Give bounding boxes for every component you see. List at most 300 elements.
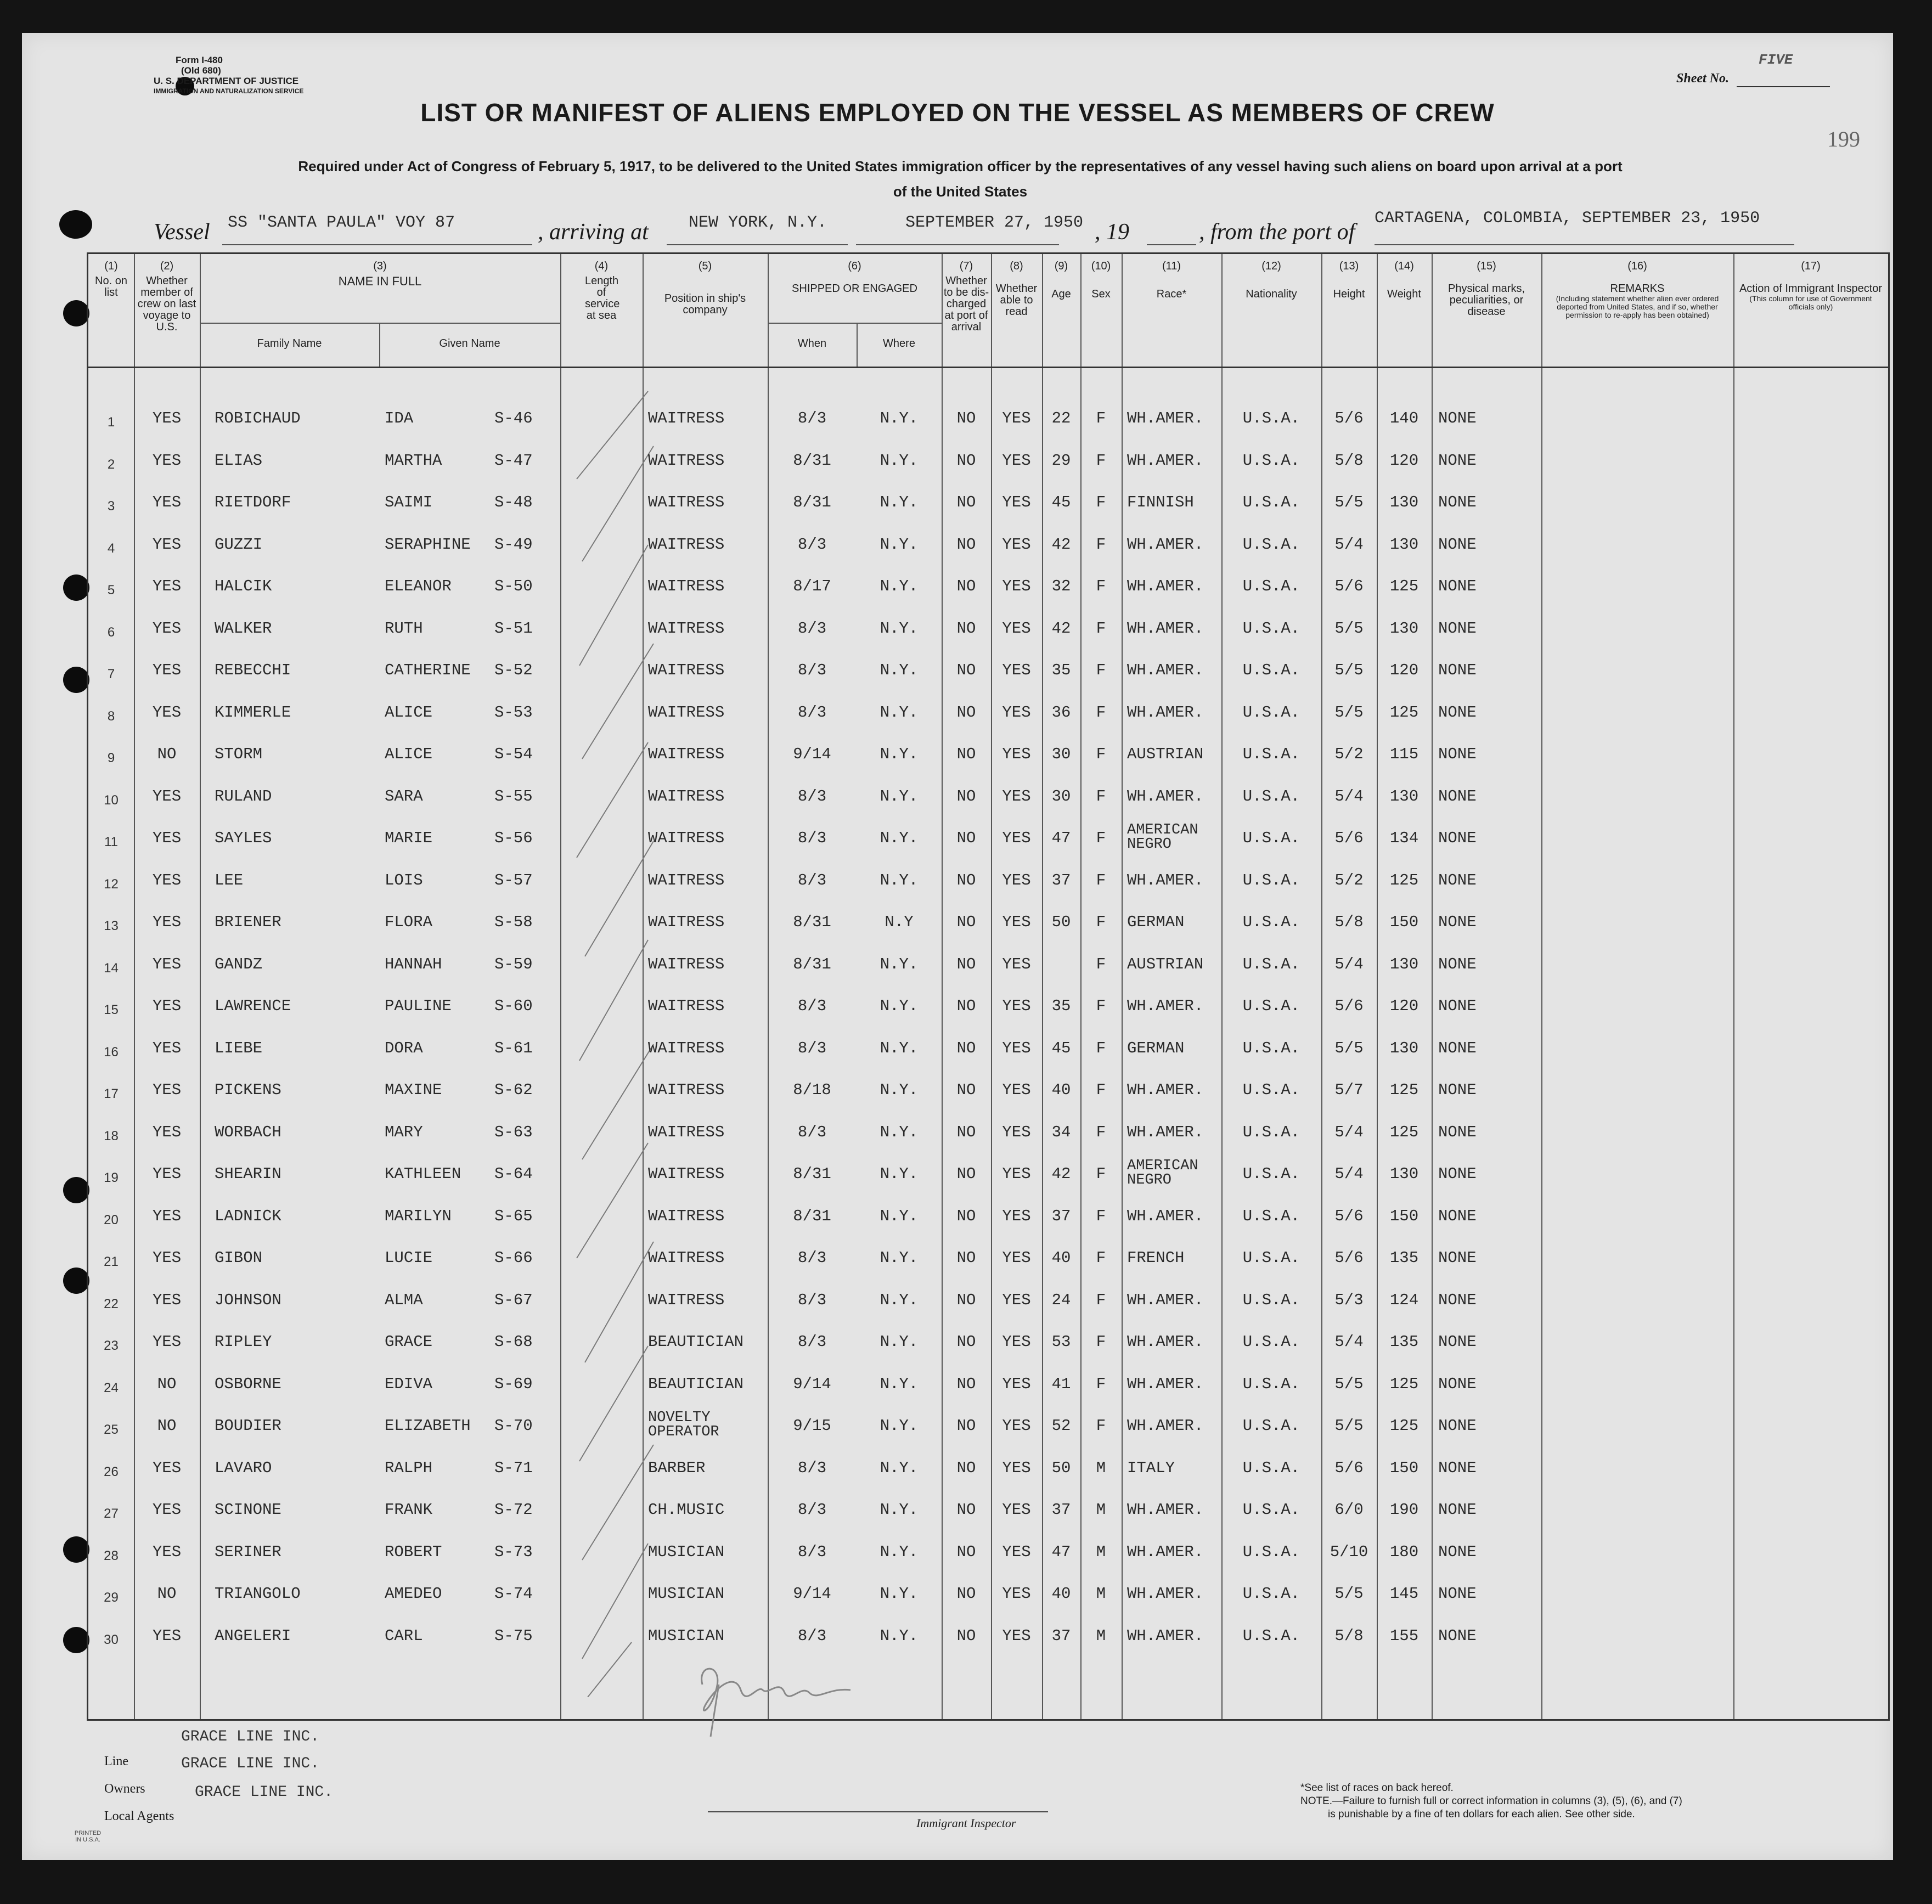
- weight: 130: [1389, 619, 1419, 638]
- given-name: ALMA: [385, 1291, 423, 1309]
- row-number: 4: [107, 540, 115, 556]
- family-name: STORM: [215, 745, 263, 763]
- able-to-read: YES: [1002, 1458, 1031, 1477]
- row-number: 3: [107, 499, 115, 514]
- height: 5/4: [1334, 1123, 1364, 1141]
- given-name: SAIMI: [385, 493, 433, 511]
- race: WH.AMER.: [1127, 409, 1204, 427]
- position: WAITRESS: [648, 1249, 725, 1267]
- shipped-when: 8/3: [797, 871, 827, 889]
- weight: 155: [1389, 1626, 1419, 1645]
- col-header-physical-marks: (15) Physical marks, peculiarities, or disease: [1447, 260, 1525, 318]
- previous-voyage: NO: [157, 1417, 177, 1435]
- shipped-when: 8/3: [797, 1123, 827, 1141]
- crew-code: S-61: [494, 1039, 533, 1057]
- height: 5/6: [1334, 997, 1364, 1015]
- height: 5/5: [1334, 619, 1364, 638]
- physical-marks: NONE: [1438, 1165, 1477, 1183]
- agents-value: GRACE LINE INC.: [195, 1784, 334, 1801]
- shipped-where: N.Y.: [880, 1375, 919, 1393]
- sex: F: [1096, 451, 1106, 470]
- position: CH.MUSIC: [648, 1501, 725, 1519]
- age: 29: [1051, 451, 1071, 470]
- crew-code: S-60: [494, 997, 533, 1015]
- position: WAITRESS: [648, 1207, 725, 1225]
- position: WAITRESS: [648, 703, 725, 722]
- sex: F: [1096, 1417, 1106, 1435]
- arriving-port: NEW YORK, N.Y.: [689, 213, 827, 232]
- given-name: LUCIE: [385, 1249, 433, 1267]
- weight: 125: [1389, 703, 1419, 722]
- col-header-where: Where: [883, 337, 915, 350]
- able-to-read: YES: [1002, 745, 1031, 763]
- col-header-inspector-action: (17) Action of Immigrant Inspector (This column for use of Government officials only): [1739, 260, 1883, 311]
- nationality: U.S.A.: [1242, 661, 1300, 679]
- height: 6/0: [1334, 1501, 1364, 1519]
- previous-voyage: YES: [152, 871, 182, 889]
- shipped-when: 8/3: [797, 1501, 827, 1519]
- note-penalty-1: NOTE.—Failure to furnish full or correct information in columns (3), (5), (6), and (7): [1300, 1795, 1682, 1807]
- sex: F: [1096, 703, 1106, 722]
- age: 22: [1051, 409, 1071, 427]
- shipped-when: 9/14: [793, 745, 831, 763]
- given-name: PAULINE: [385, 997, 452, 1015]
- previous-voyage: YES: [152, 1249, 182, 1267]
- previous-voyage: YES: [152, 577, 182, 595]
- nationality: U.S.A.: [1242, 745, 1300, 763]
- able-to-read: YES: [1002, 1542, 1031, 1561]
- race: WH.AMER.: [1127, 619, 1204, 638]
- age: 34: [1051, 1123, 1071, 1141]
- shipped-when: 8/17: [793, 577, 831, 595]
- previous-voyage: NO: [157, 1375, 177, 1393]
- given-name: DORA: [385, 1039, 423, 1057]
- age: 50: [1051, 913, 1071, 931]
- height: 5/7: [1334, 1081, 1364, 1099]
- given-name: CARL: [385, 1626, 423, 1645]
- table-row: [88, 566, 1888, 607]
- row-number: 11: [104, 835, 118, 849]
- weight: 120: [1389, 661, 1419, 679]
- race: WH.AMER.: [1127, 535, 1204, 554]
- shipped-when: 8/3: [797, 409, 827, 427]
- shipped-when: 8/18: [793, 1081, 831, 1099]
- discharged: NO: [956, 1626, 976, 1645]
- sex: F: [1096, 577, 1106, 595]
- shipped-when: 8/3: [797, 1291, 827, 1309]
- given-name: ELIZABETH: [385, 1417, 471, 1435]
- height: 5/10: [1330, 1542, 1368, 1561]
- sex: F: [1096, 1165, 1106, 1183]
- line-label: Line: [104, 1754, 128, 1768]
- shipped-where: N.Y.: [880, 997, 919, 1015]
- shipped-when: 8/3: [797, 703, 827, 722]
- shipped-when: 9/15: [793, 1417, 831, 1435]
- shipped-when: 9/14: [793, 1375, 831, 1393]
- given-name: FRANK: [385, 1501, 433, 1519]
- crew-code: S-65: [494, 1207, 533, 1225]
- crew-code: S-46: [494, 409, 533, 427]
- shipped-when: 8/3: [797, 829, 827, 847]
- weight: 130: [1389, 535, 1419, 554]
- discharged: NO: [956, 787, 976, 805]
- discharged: NO: [956, 451, 976, 470]
- row-number: 22: [104, 1296, 119, 1311]
- nationality: U.S.A.: [1242, 451, 1300, 470]
- previous-voyage: YES: [152, 1542, 182, 1561]
- height: 5/4: [1334, 535, 1364, 554]
- col-header-position: (5) Position in ship's company: [664, 260, 746, 316]
- able-to-read: YES: [1002, 787, 1031, 805]
- shipped-where: N.Y.: [880, 1039, 919, 1057]
- given-name: HANNAH: [385, 955, 442, 973]
- shipped-when: 8/3: [797, 1333, 827, 1351]
- nationality: U.S.A.: [1242, 787, 1300, 805]
- physical-marks: NONE: [1438, 1585, 1477, 1603]
- family-name: RIPLEY: [215, 1333, 272, 1351]
- discharged: NO: [956, 1165, 976, 1183]
- weight: 125: [1389, 577, 1419, 595]
- height: 5/6: [1334, 1249, 1364, 1267]
- family-name: OSBORNE: [215, 1375, 281, 1393]
- nationality: U.S.A.: [1242, 1417, 1300, 1435]
- weight: 130: [1389, 1039, 1419, 1057]
- position: WAITRESS: [648, 493, 725, 511]
- table-row: [88, 1321, 1888, 1363]
- shipped-when: 8/3: [797, 661, 827, 679]
- given-name: ROBERT: [385, 1542, 442, 1561]
- previous-voyage: YES: [152, 787, 182, 805]
- nationality: U.S.A.: [1242, 619, 1300, 638]
- sex: F: [1096, 661, 1106, 679]
- col-header-weight: (14) Weight: [1387, 260, 1421, 300]
- table-row: [88, 608, 1888, 650]
- table-row: [88, 1237, 1888, 1279]
- col-header-previous-voyage: (2) Whether member of crew on last voyage to U.S.: [137, 260, 196, 333]
- given-name: MARIE: [385, 829, 433, 847]
- given-name: SERAPHINE: [385, 535, 471, 554]
- vessel-line: [154, 211, 1800, 250]
- shipped-where: N.Y.: [880, 619, 919, 638]
- sex: F: [1096, 1207, 1106, 1225]
- crew-code: S-53: [494, 703, 533, 722]
- discharged: NO: [956, 955, 976, 973]
- sex: F: [1096, 1123, 1106, 1141]
- previous-voyage: YES: [152, 1501, 182, 1519]
- table-row: [88, 440, 1888, 482]
- row-number: 29: [104, 1590, 119, 1605]
- row-number: 28: [104, 1548, 119, 1563]
- family-name: KIMMERLE: [215, 703, 291, 722]
- arriving-label: , arriving at: [538, 219, 649, 245]
- previous-voyage: NO: [157, 1585, 177, 1603]
- shipped-when: 8/3: [797, 1542, 827, 1561]
- discharged: NO: [956, 1081, 976, 1099]
- from-label: , from the port of: [1199, 219, 1355, 245]
- crew-code: S-48: [494, 493, 533, 511]
- row-number: 5: [107, 583, 115, 598]
- family-name: RIETDORF: [215, 493, 291, 511]
- nationality: U.S.A.: [1242, 1458, 1300, 1477]
- physical-marks: NONE: [1438, 1375, 1477, 1393]
- weight: 190: [1389, 1501, 1419, 1519]
- sex: F: [1096, 409, 1106, 427]
- row-number: 7: [107, 667, 115, 681]
- given-name: LOIS: [385, 871, 423, 889]
- family-name: SCINONE: [215, 1501, 281, 1519]
- arrival-date: SEPTEMBER 27, 1950: [905, 213, 1084, 232]
- nationality: U.S.A.: [1242, 871, 1300, 889]
- crew-code: S-54: [494, 745, 533, 763]
- shipped-where: N.Y.: [880, 493, 919, 511]
- physical-marks: NONE: [1438, 1333, 1477, 1351]
- row-number: 14: [104, 960, 119, 976]
- able-to-read: YES: [1002, 1585, 1031, 1603]
- shipped-when: 8/3: [797, 1249, 827, 1267]
- table-row: [88, 1112, 1888, 1153]
- age: 37: [1051, 1626, 1071, 1645]
- previous-voyage: YES: [152, 661, 182, 679]
- nationality: U.S.A.: [1242, 1207, 1300, 1225]
- family-name: SERINER: [215, 1542, 281, 1561]
- table-row: [88, 1153, 1888, 1195]
- table-row: [88, 1489, 1888, 1531]
- col-header-sex: (10) Sex: [1091, 260, 1111, 300]
- crew-code: S-69: [494, 1375, 533, 1393]
- able-to-read: YES: [1002, 619, 1031, 638]
- race: WH.AMER.: [1127, 1626, 1204, 1645]
- nationality: U.S.A.: [1242, 535, 1300, 554]
- age: 37: [1051, 1207, 1071, 1225]
- crew-code: S-68: [494, 1333, 533, 1351]
- given-name: SARA: [385, 787, 423, 805]
- shipped-where: N.Y.: [880, 1417, 919, 1435]
- given-name: RUTH: [385, 619, 423, 638]
- discharged: NO: [956, 745, 976, 763]
- nationality: U.S.A.: [1242, 1375, 1300, 1393]
- table-row: [88, 1028, 1888, 1069]
- col-header-nationality: (12) Nationality: [1246, 260, 1297, 300]
- given-name: KATHLEEN: [385, 1165, 461, 1183]
- sheet-number-value: FIVE: [1759, 52, 1793, 68]
- weight: 125: [1389, 1123, 1419, 1141]
- race: WH.AMER.: [1127, 871, 1204, 889]
- sex: M: [1096, 1585, 1106, 1603]
- shipped-when: 8/31: [793, 451, 831, 470]
- discharged: NO: [956, 1207, 976, 1225]
- row-number: 10: [104, 792, 119, 808]
- previous-voyage: YES: [152, 409, 182, 427]
- shipped-where: N.Y.: [880, 1123, 919, 1141]
- crew-code: S-72: [494, 1501, 533, 1519]
- discharged: NO: [956, 1458, 976, 1477]
- row-number: 20: [104, 1212, 119, 1227]
- physical-marks: NONE: [1438, 871, 1477, 889]
- family-name: JOHNSON: [215, 1291, 281, 1309]
- given-name: MAXINE: [385, 1081, 442, 1099]
- physical-marks: NONE: [1438, 1039, 1477, 1057]
- race: GERMAN: [1127, 1039, 1185, 1057]
- race: ITALY: [1127, 1458, 1175, 1477]
- family-name: SHEARIN: [215, 1165, 281, 1183]
- family-name: REBECCHI: [215, 661, 291, 679]
- previous-voyage: YES: [152, 997, 182, 1015]
- service: IMMIGRATION AND NATURALIZATION SERVICE: [154, 87, 304, 95]
- age: 40: [1051, 1249, 1071, 1267]
- physical-marks: NONE: [1438, 955, 1477, 973]
- binder-hole: [59, 210, 92, 239]
- form-identifier: [154, 55, 303, 97]
- table-row: [88, 524, 1888, 566]
- previous-voyage: YES: [152, 829, 182, 847]
- table-row: [88, 1069, 1888, 1111]
- shipped-where: N.Y.: [880, 1542, 919, 1561]
- col-header-age: (9) Age: [1051, 260, 1071, 300]
- position: MUSICIAN: [648, 1585, 725, 1603]
- race: WH.AMER.: [1127, 997, 1204, 1015]
- vessel-name: SS "SANTA PAULA" VOY 87: [228, 213, 455, 232]
- given-name: EDIVA: [385, 1375, 433, 1393]
- position: WAITRESS: [648, 409, 725, 427]
- previous-voyage: YES: [152, 535, 182, 554]
- table-row: [88, 692, 1888, 734]
- weight: 125: [1389, 1417, 1419, 1435]
- shipped-where: N.Y.: [880, 1458, 919, 1477]
- family-name: GUZZI: [215, 535, 263, 554]
- able-to-read: YES: [1002, 661, 1031, 679]
- family-name: RULAND: [215, 787, 272, 805]
- weight: 180: [1389, 1542, 1419, 1561]
- binder-hole: [63, 667, 89, 693]
- able-to-read: YES: [1002, 1417, 1031, 1435]
- row-number: 16: [104, 1044, 119, 1060]
- page-number: 199: [1827, 127, 1860, 151]
- given-name: FLORA: [385, 913, 433, 931]
- shipped-where: N.Y.: [880, 1585, 919, 1603]
- shipped-where: N.Y.: [880, 829, 919, 847]
- position: NOVELTY OPERATOR: [648, 1410, 719, 1439]
- weight: 120: [1389, 997, 1419, 1015]
- nationality: U.S.A.: [1242, 955, 1300, 973]
- row-number: 25: [104, 1422, 119, 1437]
- physical-marks: NONE: [1438, 409, 1477, 427]
- shipped-when: 8/31: [793, 493, 831, 511]
- shipped-when: 8/3: [797, 1039, 827, 1057]
- family-name: GANDZ: [215, 955, 263, 973]
- sex: F: [1096, 535, 1106, 554]
- given-name: IDA: [385, 409, 414, 427]
- race: WH.AMER.: [1127, 1207, 1204, 1225]
- height: 5/2: [1334, 871, 1364, 889]
- nationality: U.S.A.: [1242, 1291, 1300, 1309]
- family-name: LADNICK: [215, 1207, 281, 1225]
- weight: 140: [1389, 409, 1419, 427]
- row-number: 21: [104, 1254, 119, 1269]
- row-number: 1: [107, 415, 115, 430]
- manifest-sheet: [22, 33, 1893, 1860]
- shipped-when: 8/3: [797, 619, 827, 638]
- crew-code: S-63: [494, 1123, 533, 1141]
- given-name: MARILYN: [385, 1207, 452, 1225]
- discharged: NO: [956, 1375, 976, 1393]
- row-number: 2: [107, 457, 115, 472]
- able-to-read: YES: [1002, 871, 1031, 889]
- binder-hole: [63, 1268, 89, 1294]
- height: 5/3: [1334, 1291, 1364, 1309]
- given-name: MARY: [385, 1123, 423, 1141]
- weight: 125: [1389, 871, 1419, 889]
- position: WAITRESS: [648, 955, 725, 973]
- height: 5/5: [1334, 1585, 1364, 1603]
- physical-marks: NONE: [1438, 703, 1477, 722]
- position: WAITRESS: [648, 619, 725, 638]
- height: 5/8: [1334, 1626, 1364, 1645]
- shipped-where: N.Y.: [880, 451, 919, 470]
- age: 35: [1051, 661, 1071, 679]
- able-to-read: YES: [1002, 1081, 1031, 1099]
- height: 5/4: [1334, 787, 1364, 805]
- table-row: [88, 776, 1888, 818]
- able-to-read: YES: [1002, 1123, 1031, 1141]
- owners-line-value: GRACE LINE INC.: [181, 1755, 320, 1772]
- position: WAITRESS: [648, 913, 725, 931]
- family-name: LIEBE: [215, 1039, 263, 1057]
- family-name: LAVARO: [215, 1458, 272, 1477]
- family-name: ELIAS: [215, 451, 263, 470]
- age: 53: [1051, 1333, 1071, 1351]
- crew-code: S-66: [494, 1249, 533, 1267]
- previous-voyage: YES: [152, 955, 182, 973]
- row-number: 6: [107, 624, 115, 640]
- crew-code: S-47: [494, 451, 533, 470]
- row-number: 18: [104, 1128, 119, 1143]
- previous-voyage: YES: [152, 1207, 182, 1225]
- given-name: AMEDEO: [385, 1585, 442, 1603]
- table-row: [88, 1280, 1888, 1321]
- weight: 134: [1389, 829, 1419, 847]
- row-number: 15: [104, 1002, 119, 1017]
- able-to-read: YES: [1002, 1501, 1031, 1519]
- note-races: *See list of races on back hereof.: [1300, 1782, 1454, 1794]
- sex: F: [1096, 1375, 1106, 1393]
- age: 24: [1051, 1291, 1071, 1309]
- table-row: [88, 818, 1888, 859]
- shipped-when: 8/31: [793, 913, 831, 931]
- sex: M: [1096, 1626, 1106, 1645]
- table-row: [88, 985, 1888, 1027]
- shipped-where: N.Y.: [880, 1626, 919, 1645]
- nationality: U.S.A.: [1242, 1333, 1300, 1351]
- previous-voyage: YES: [152, 1291, 182, 1309]
- binder-hole: [63, 574, 89, 601]
- shipped-where: N.Y.: [880, 1165, 919, 1183]
- shipped-where: N.Y.: [880, 1249, 919, 1267]
- previous-voyage: YES: [152, 1123, 182, 1141]
- discharged: NO: [956, 619, 976, 638]
- physical-marks: NONE: [1438, 829, 1477, 847]
- race: WH.AMER.: [1127, 577, 1204, 595]
- height: 5/5: [1334, 493, 1364, 511]
- crew-code: S-50: [494, 577, 533, 595]
- sex: F: [1096, 1081, 1106, 1099]
- crew-code: S-56: [494, 829, 533, 847]
- shipped-where: N.Y.: [880, 1081, 919, 1099]
- race: AMERICAN NEGRO: [1127, 1158, 1198, 1187]
- weight: 130: [1389, 1165, 1419, 1183]
- race: WH.AMER.: [1127, 1291, 1204, 1309]
- able-to-read: YES: [1002, 829, 1031, 847]
- sheet-number-label: Sheet No.: [1676, 71, 1729, 86]
